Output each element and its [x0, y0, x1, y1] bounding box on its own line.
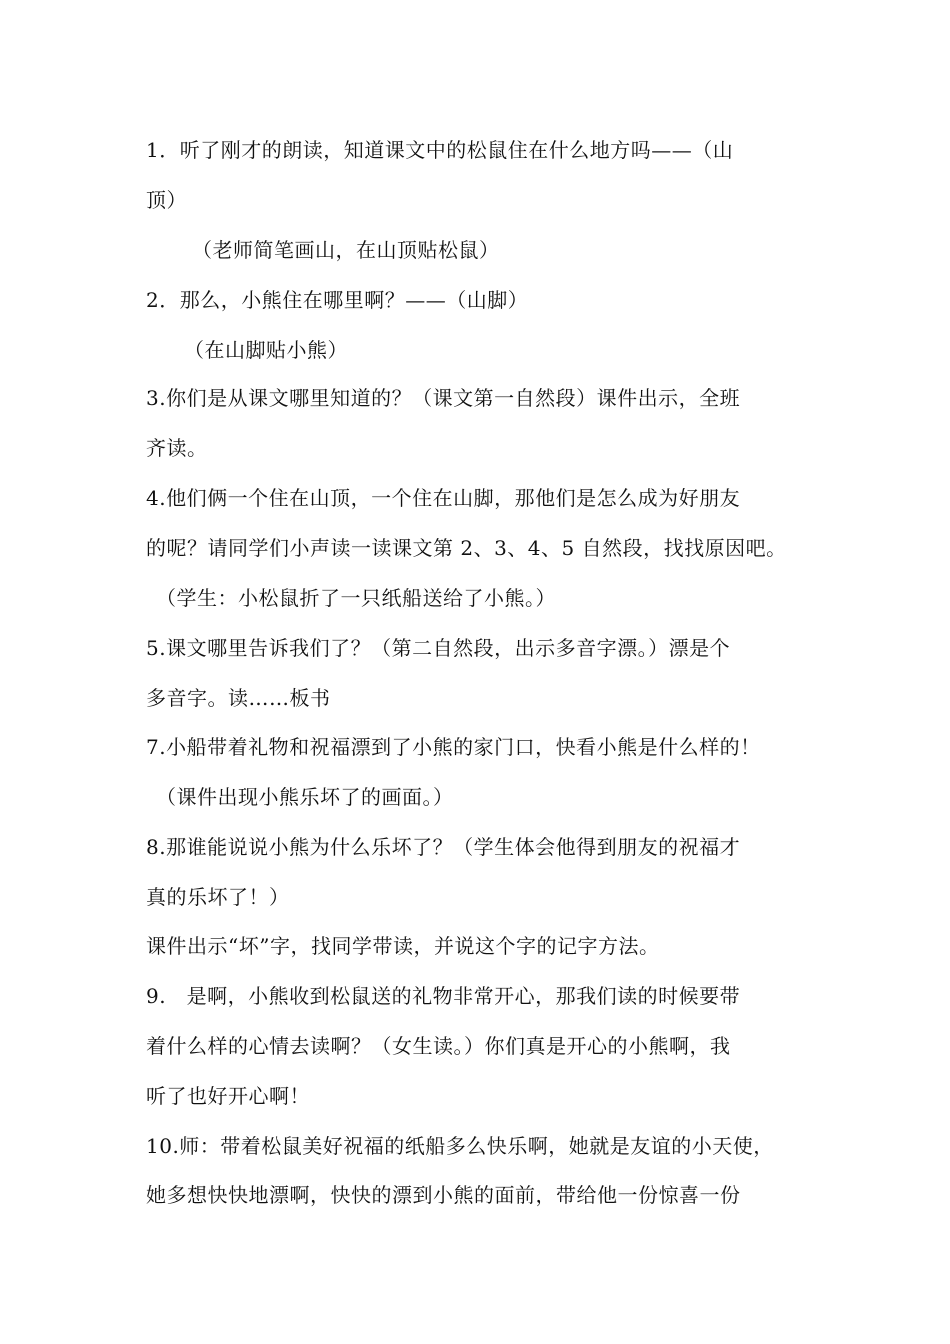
text-line: 1．听了刚才的朗读，知道课文中的松鼠住在什么地方吗——（山 [146, 138, 734, 162]
text-line: （课件出现小熊乐坏了的画面。） [156, 785, 454, 809]
text-line: 顶） [146, 188, 187, 212]
text-line: 多音字。读……板书 [146, 686, 331, 710]
text-line: 7.小船带着礼物和祝福漂到了小熊的家门口，快看小熊是什么样的！ [146, 735, 761, 759]
text-line: （老师简笔画山，在山顶贴松鼠） [192, 238, 500, 262]
text-line: 9. 是啊，小熊收到松鼠送的礼物非常开心，那我们读的时候要带 [146, 984, 741, 1008]
text-line: 她多想快快地漂啊，快快的漂到小熊的面前，带给他一份惊喜一份 [146, 1183, 741, 1207]
text-line: 3.你们是从课文哪里知道的？（课文第一自然段）课件出示，全班 [146, 386, 741, 410]
text-line: 真的乐坏了！） [146, 885, 290, 909]
text-line: 课件出示“坏”字，找同学带读，并说这个字的记字方法。 [146, 934, 660, 958]
text-line: 齐读。 [146, 436, 208, 460]
text-line: （学生：小松鼠折了一只纸船送给了小熊。） [156, 586, 556, 610]
text-line: 8.那谁能说说小熊为什么乐坏了？（学生体会他得到朋友的祝福才 [146, 835, 741, 859]
text-line: 5.课文哪里告诉我们了？（第二自然段，出示多音字漂。）漂是个 [146, 636, 731, 660]
text-line: 2．那么，小熊住在哪里啊？——（山脚） [146, 288, 529, 312]
text-line: 听了也好开心啊！ [146, 1084, 310, 1108]
text-line: 的呢？请同学们小声读一读课文第 2、3、4、5 自然段，找找原因吧。 [146, 536, 787, 560]
text-line: 着什么样的心情去读啊？（女生读。）你们真是开心的小熊啊，我 [146, 1034, 731, 1058]
text-line: 4.他们俩一个住在山顶，一个住在山脚，那他们是怎么成为好朋友 [146, 486, 741, 510]
text-line: （在山脚贴小熊） [184, 338, 348, 362]
text-line: 10.师：带着松鼠美好祝福的纸船多么快乐啊，她就是友谊的小天使， [146, 1134, 774, 1158]
